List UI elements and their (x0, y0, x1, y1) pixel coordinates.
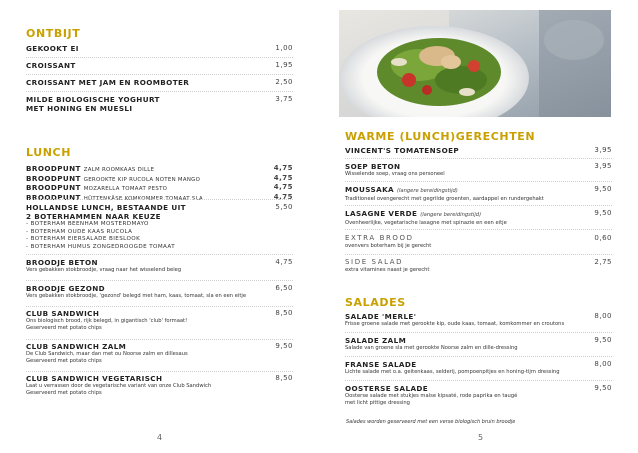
item-description: Salade van groene sla met gerookte Noorse zalm en dille-dressing (345, 345, 518, 351)
item-price: 9,50 (594, 185, 612, 193)
item-name: HOLLANDSE LUNCH, BESTAANDE UIT (26, 203, 186, 212)
item-description: Ons biologisch brood, rijk belegd, in gigantisch 'club' formaat! (26, 318, 188, 324)
section-title-ontbijt: ONTBIJT (26, 27, 81, 40)
divider (345, 356, 612, 357)
item-price: 9,50 (594, 209, 612, 217)
item-price: 8,00 (594, 312, 612, 320)
menu-item (26, 374, 293, 398)
item-price: 3,75 (275, 95, 293, 103)
item-price: 2,75 (594, 258, 612, 266)
page-number: 5 (478, 433, 484, 442)
item-name: BROODJE GEZOND (26, 284, 105, 293)
item-description: Vers gebakken stokbroodje, 'gezond' belegd met ham, kaas, tomaat, sla en een eitje (26, 293, 247, 299)
item-name: SOEP BETON (345, 162, 401, 171)
item-name: MILDE BIOLOGISCHE YOGHURT (26, 95, 160, 104)
menu-item: BROODPUNT ZALM ROOMKAAS DILLE 4,75 (26, 164, 293, 173)
menu-item (345, 209, 612, 227)
menu-item (26, 258, 293, 274)
item-name-line2: 2 BOTERHAMMEN NAAR KEUZE (26, 212, 161, 221)
divider (26, 91, 293, 92)
item-description: Vers gebakken stokbroodje, vraag naar het wisselend beleg (26, 267, 182, 273)
item-price: 5,50 (275, 203, 293, 211)
menu-item-hollandse-lunch (26, 203, 293, 251)
menu-item (345, 384, 612, 408)
menu-item (26, 61, 293, 70)
item-price: 9,50 (594, 336, 612, 344)
divider (26, 199, 293, 200)
menu-item (345, 360, 612, 376)
item-name: OOSTERSE SALADE (345, 384, 429, 393)
divider (26, 74, 293, 75)
menu-item-extra (345, 258, 612, 274)
item-price: 8,50 (275, 309, 293, 317)
menu-item (345, 146, 612, 155)
divider (26, 280, 293, 281)
item-description: Laat u verrassen door de vegetarische variant van onze Club Sandwich (26, 383, 212, 389)
divider (345, 158, 612, 159)
item-name-line2: MET HONING EN MUESLI (26, 104, 133, 113)
item-price: 8,50 (275, 374, 293, 382)
item-name: BROODJE BETON (26, 258, 98, 267)
item-price: 1,00 (275, 44, 293, 52)
item-description: ovenvers boterham bij je gerecht (345, 243, 432, 249)
broodpunt-list (26, 165, 293, 203)
item-name: CROISSANT (26, 61, 76, 70)
menu-item-extra (345, 234, 612, 250)
option: - BOTERHAM EIERSALADE BIESLOOK (26, 236, 141, 243)
item-name: EXTRA BROOD (345, 234, 414, 242)
item-description: Geserveerd met potato chips (26, 325, 102, 332)
menu-item (345, 162, 612, 178)
menu-page-right-content (319, 0, 638, 453)
menu-item (26, 284, 293, 300)
option: - BOTERHAM HUMUS ZONGEDROOGDE TOMAAT (26, 243, 176, 250)
item-description: Ovenheerlijke, vegetarische lasagne met spinazie en een eitje (345, 220, 507, 226)
menu-item (345, 185, 612, 203)
divider (26, 254, 293, 255)
menu-item (26, 342, 293, 366)
item-price: 3,95 (594, 146, 612, 154)
divider (26, 371, 293, 372)
divider (345, 332, 612, 333)
divider (345, 380, 612, 381)
item-description: met licht pittige dressing (345, 400, 410, 407)
item-description: Geserveerd met potato chips (26, 390, 102, 397)
menu-item (26, 78, 293, 87)
divider (345, 181, 612, 182)
item-description: De Club Sandwich, maar dan met ou Noorse zalm en dillesaus (26, 351, 188, 357)
item-price: 9,50 (594, 384, 612, 392)
item-price: 0,60 (594, 234, 612, 242)
item-name: LASAGNE VERDE (langere bereidingstijd) (345, 209, 482, 218)
item-price: 3,95 (594, 162, 612, 170)
menu-item (26, 309, 293, 333)
item-description: Oosterse salade met stukjes malse kipsaté, rode paprika en taugé (345, 393, 518, 399)
item-name: SIDE SALAD (345, 258, 404, 266)
section-title-warme-gerechten: WARME (LUNCH)GERECHTEN (345, 130, 536, 143)
page-number: 4 (157, 433, 163, 442)
item-name: CLUB SANDWICH VEGETARISCH (26, 374, 163, 383)
divider (345, 229, 612, 230)
item-name: CLUB SANDWICH ZALM (26, 342, 127, 351)
item-description: Frisse groene salade met gerookte kip, oude kaas, tomaat, komkommer en croutons (345, 321, 565, 327)
item-price: 9,50 (275, 342, 293, 350)
item-description: extra vitamines naast je gerecht (345, 267, 430, 273)
menu-item: BROODPUNT MOZARELLA TOMAAT PESTO 4,75 (26, 183, 293, 192)
item-price: 6,50 (275, 284, 293, 292)
salades-footnote: Salades worden geserveerd met een verse biologisch bruin broodje (346, 419, 516, 425)
item-name: MOUSSAKA (langere bereidingstijd) (345, 185, 458, 194)
item-name: SALADE 'MERLE' (345, 312, 417, 321)
item-price: 1,95 (275, 61, 293, 69)
item-name: SALADE ZALM (345, 336, 407, 345)
option: - BOTERHAM OUDE KAAS RUCOLA (26, 228, 133, 235)
item-description: Geserveerd met potato chips (26, 358, 102, 365)
item-price: 4,75 (275, 258, 293, 266)
divider (26, 306, 293, 307)
item-name: CLUB SANDWICH (26, 309, 100, 318)
menu-item (26, 95, 293, 113)
divider (26, 57, 293, 58)
item-description: Wisselende soep, vraag ons personeel (345, 171, 445, 177)
menu-item (345, 336, 612, 352)
option: - BOTERHAM BEENHAM MOSTERDMAYO (26, 221, 149, 227)
item-description: Lichte salade met o.a. geitenkaas, selderij, pompoenpitjes en honing-tijm dressing (345, 369, 560, 375)
item-name: VINCENT'S TOMATENSOEP (345, 146, 460, 155)
section-title-lunch: LUNCH (26, 146, 72, 159)
item-price: 8,00 (594, 360, 612, 368)
menu-item (345, 312, 612, 328)
menu-item (26, 44, 293, 53)
divider (345, 205, 612, 206)
menu-item: BROODPUNT GEROOKTE KIP RUCOLA NOTEN MANGO 4,75 (26, 173, 293, 183)
divider (345, 254, 612, 255)
item-description: Traditioneel ovengerecht met gegrilde groenten, aardappel en rundergehakt (345, 196, 544, 202)
item-price: 2,50 (275, 78, 293, 86)
menu-item: BROODPUNT HÜTTENKÄSE KOMKOMMER TOMAAT SLA 4,75 (26, 192, 293, 202)
item-name: GEKOOKT EI (26, 44, 79, 53)
divider (26, 339, 293, 340)
item-name: CROISSANT MET JAM EN ROOMBOTER (26, 78, 190, 87)
section-title-salades: SALADES (345, 296, 406, 309)
item-name: FRANSE SALADE (345, 360, 417, 369)
